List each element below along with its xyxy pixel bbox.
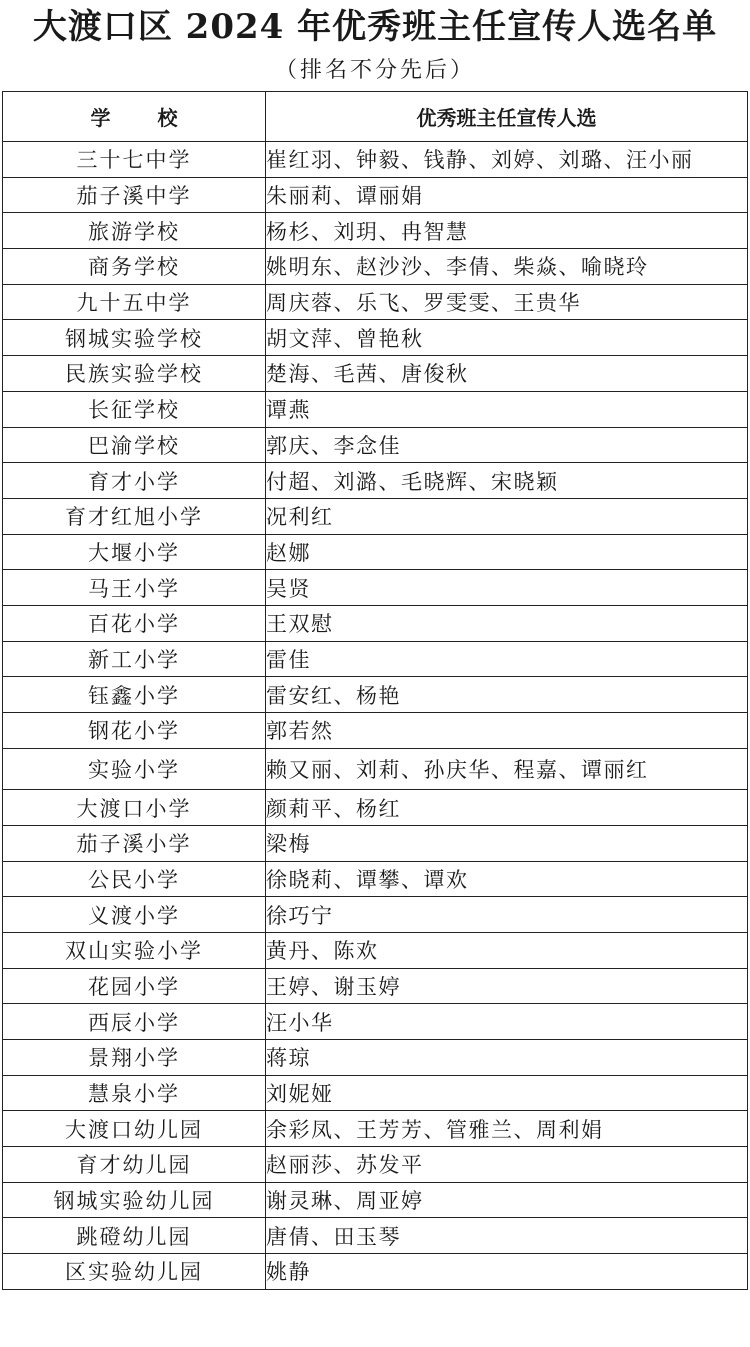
names-cell: 余彩凤、王芳芳、管雅兰、周利娟	[266, 1111, 748, 1147]
names-cell: 崔红羽、钟毅、钱静、刘婷、刘璐、汪小丽	[266, 142, 748, 178]
names-cell: 汪小华	[266, 1004, 748, 1040]
names-cell: 况利红	[266, 498, 748, 534]
names-cell: 吴贤	[266, 570, 748, 606]
table-row	[3, 1111, 748, 1147]
names-cell: 赖又丽、刘莉、孙庆华、程嘉、谭丽红	[266, 748, 748, 790]
school-cell: 马王小学	[3, 570, 266, 606]
school-cell: 茄子溪中学	[3, 177, 266, 213]
names-cell: 楚海、毛茜、唐俊秋	[266, 356, 748, 392]
school-cell: 大渡口幼儿园	[3, 1111, 266, 1147]
names-cell: 徐巧宁	[266, 897, 748, 933]
school-cell: 钢城实验幼儿园	[3, 1182, 266, 1218]
table-row	[3, 534, 748, 570]
school-cell: 三十七中学	[3, 142, 266, 178]
school-cell: 旅游学校	[3, 213, 266, 249]
names-cell: 付超、刘潞、毛晓辉、宋晓颖	[266, 463, 748, 499]
table-header-row	[3, 92, 748, 142]
table-row	[3, 713, 748, 749]
names-cell: 郭庆、李念佳	[266, 427, 748, 463]
table-row	[3, 861, 748, 897]
table-row	[3, 427, 748, 463]
table-row	[3, 391, 748, 427]
school-cell: 育才幼儿园	[3, 1147, 266, 1183]
table-row	[3, 142, 748, 178]
school-cell: 百花小学	[3, 605, 266, 641]
table-row	[3, 1218, 748, 1254]
document-subtitle: （排名不分先后）	[274, 58, 475, 83]
table-row	[3, 641, 748, 677]
table-row	[3, 1075, 748, 1111]
table-row	[3, 968, 748, 1004]
table-row	[3, 498, 748, 534]
school-cell: 新工小学	[3, 641, 266, 677]
school-cell: 长征学校	[3, 391, 266, 427]
school-cell: 育才红旭小学	[3, 498, 266, 534]
names-cell: 赵丽莎、苏发平	[266, 1147, 748, 1183]
school-cell: 商务学校	[3, 249, 266, 285]
school-cell: 大堰小学	[3, 534, 266, 570]
school-cell: 义渡小学	[3, 897, 266, 933]
table-row	[3, 249, 748, 285]
names-cell: 胡文萍、曾艳秋	[266, 320, 748, 356]
names-cell: 雷安红、杨艳	[266, 677, 748, 713]
school-cell: 实验小学	[3, 748, 266, 790]
names-cell: 梁梅	[266, 825, 748, 861]
names-cell: 唐倩、田玉琴	[266, 1218, 748, 1254]
table-row	[3, 463, 748, 499]
table-row	[3, 1182, 748, 1218]
school-cell: 育才小学	[3, 463, 266, 499]
table-row	[3, 605, 748, 641]
document-title: 大渡口区 2024 年优秀班主任宣传人选名单	[32, 7, 718, 47]
school-cell: 区实验幼儿园	[3, 1254, 266, 1290]
table-row	[3, 570, 748, 606]
school-cell: 花园小学	[3, 968, 266, 1004]
names-cell: 赵娜	[266, 534, 748, 570]
names-cell: 徐晓莉、谭攀、谭欢	[266, 861, 748, 897]
school-cell: 慧泉小学	[3, 1075, 266, 1111]
names-cell: 王双慰	[266, 605, 748, 641]
school-cell: 钰鑫小学	[3, 677, 266, 713]
names-cell: 黄丹、陈欢	[266, 932, 748, 968]
school-cell: 九十五中学	[3, 284, 266, 320]
header-school: 学 校	[3, 92, 266, 142]
school-cell: 公民小学	[3, 861, 266, 897]
table-row	[3, 932, 748, 968]
names-cell: 杨杉、刘玥、冉智慧	[266, 213, 748, 249]
school-cell: 民族实验学校	[3, 356, 266, 392]
table-row	[3, 320, 748, 356]
roster-table	[2, 91, 748, 1290]
school-cell: 茄子溪小学	[3, 825, 266, 861]
table-row	[3, 177, 748, 213]
names-cell: 姚静	[266, 1254, 748, 1290]
table-row	[3, 284, 748, 320]
school-cell: 跳磴幼儿园	[3, 1218, 266, 1254]
table-row	[3, 213, 748, 249]
school-cell: 巴渝学校	[3, 427, 266, 463]
school-cell: 西辰小学	[3, 1004, 266, 1040]
names-cell: 颜莉平、杨红	[266, 790, 748, 826]
table-row	[3, 897, 748, 933]
names-cell: 谭燕	[266, 391, 748, 427]
school-cell: 钢城实验学校	[3, 320, 266, 356]
table-row	[3, 790, 748, 826]
names-cell: 王婷、谢玉婷	[266, 968, 748, 1004]
table-row	[3, 356, 748, 392]
names-cell: 周庆蓉、乐飞、罗雯雯、王贵华	[266, 284, 748, 320]
school-cell: 双山实验小学	[3, 932, 266, 968]
table-row	[3, 1040, 748, 1076]
table-row	[3, 1254, 748, 1290]
names-cell: 蒋琼	[266, 1040, 748, 1076]
table-row	[3, 825, 748, 861]
school-cell: 景翔小学	[3, 1040, 266, 1076]
names-cell: 朱丽莉、谭丽娟	[266, 177, 748, 213]
names-cell: 刘妮娅	[266, 1075, 748, 1111]
table-row	[3, 1004, 748, 1040]
names-cell: 姚明东、赵沙沙、李倩、柴焱、喻晓玲	[266, 249, 748, 285]
table-body	[3, 142, 748, 1290]
school-cell: 钢花小学	[3, 713, 266, 749]
school-cell: 大渡口小学	[3, 790, 266, 826]
names-cell: 雷佳	[266, 641, 748, 677]
names-cell: 郭若然	[266, 713, 748, 749]
names-cell: 谢灵琳、周亚婷	[266, 1182, 748, 1218]
header-names: 优秀班主任宣传人选	[266, 92, 748, 142]
table-row	[3, 677, 748, 713]
table-row	[3, 748, 748, 790]
table-row	[3, 1147, 748, 1183]
